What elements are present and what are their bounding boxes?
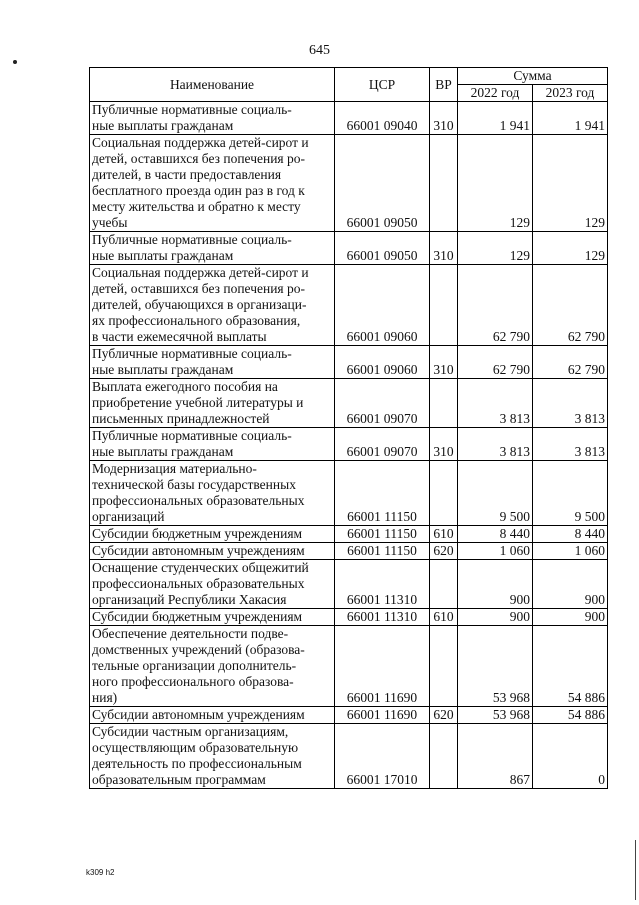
- row-sum-2023: 3 813: [533, 379, 608, 428]
- row-csr: 66001 11150: [335, 526, 430, 543]
- row-vr: [430, 626, 458, 707]
- header-csr: ЦСР: [335, 68, 430, 102]
- row-sum-2023: 54 886: [533, 626, 608, 707]
- table-row: [90, 526, 608, 543]
- row-vr: 620: [430, 707, 458, 724]
- row-sum-2023: 1 941: [533, 102, 608, 135]
- table-row: [90, 265, 608, 346]
- row-sum-2023: 1 060: [533, 543, 608, 560]
- row-csr: 66001 11310: [335, 560, 430, 609]
- row-csr: 66001 11310: [335, 609, 430, 626]
- row-name: Социальная поддержка детей-сирот и детей, оставшихся без попечения ро- дителей, в части предоставления бесплатного проезда один раз в год к месту жительства и обратно к месту учебы: [90, 135, 335, 232]
- row-sum-2023: 54 886: [533, 707, 608, 724]
- row-name: Публичные нормативные социаль- ные выплаты гражданам: [90, 428, 335, 461]
- row-name: Выплата ежегодного пособия на приобретение учебной литературы и письменных принадлежностей: [90, 379, 335, 428]
- budget-table: [89, 67, 608, 789]
- row-vr: [430, 265, 458, 346]
- table-row: [90, 560, 608, 609]
- row-sum-2022: 1 941: [458, 102, 533, 135]
- row-csr: 66001 11690: [335, 626, 430, 707]
- row-sum-2022: 9 500: [458, 461, 533, 526]
- row-csr: 66001 11150: [335, 461, 430, 526]
- row-sum-2023: 900: [533, 609, 608, 626]
- row-sum-2023: 0: [533, 724, 608, 789]
- row-name: Публичные нормативные социаль- ные выплаты гражданам: [90, 232, 335, 265]
- row-sum-2023: 3 813: [533, 428, 608, 461]
- row-vr: [430, 461, 458, 526]
- row-name: Модернизация материально- технической базы государственных профессиональных образовательных организаций: [90, 461, 335, 526]
- row-sum-2022: 62 790: [458, 265, 533, 346]
- row-sum-2022: 900: [458, 609, 533, 626]
- row-sum-2023: 62 790: [533, 265, 608, 346]
- header-name: Наименование: [90, 68, 335, 102]
- header-year-2023: 2023 год: [533, 85, 608, 102]
- row-csr: 66001 09050: [335, 135, 430, 232]
- header-year-2022: 2022 год: [458, 85, 533, 102]
- row-vr: [430, 135, 458, 232]
- row-csr: 66001 09070: [335, 379, 430, 428]
- table-row: [90, 626, 608, 707]
- row-sum-2023: 8 440: [533, 526, 608, 543]
- row-sum-2023: 62 790: [533, 346, 608, 379]
- row-csr: 66001 09050: [335, 232, 430, 265]
- row-csr: 66001 09070: [335, 428, 430, 461]
- row-sum-2022: 1 060: [458, 543, 533, 560]
- table-row: [90, 232, 608, 265]
- row-name: Социальная поддержка детей-сирот и детей, оставшихся без попечения ро- дителей, обучающихся в организаци- ях профессионального образования, в части ежемесячной выплаты: [90, 265, 335, 346]
- table-row: [90, 379, 608, 428]
- header-vr: ВР: [430, 68, 458, 102]
- table-row: [90, 102, 608, 135]
- row-name: Публичные нормативные социаль- ные выплаты гражданам: [90, 102, 335, 135]
- table-row: [90, 461, 608, 526]
- table-row: [90, 543, 608, 560]
- row-vr: 610: [430, 526, 458, 543]
- row-csr: 66001 11690: [335, 707, 430, 724]
- row-sum-2022: 900: [458, 560, 533, 609]
- row-csr: 66001 17010: [335, 724, 430, 789]
- row-name: Субсидии бюджетным учреждениям: [90, 609, 335, 626]
- row-name: Оснащение студенческих общежитий профессиональных образовательных организаций Республики Хакасия: [90, 560, 335, 609]
- row-vr: 610: [430, 609, 458, 626]
- table-row: [90, 609, 608, 626]
- row-csr: 66001 09060: [335, 346, 430, 379]
- table-row: [90, 428, 608, 461]
- header-sum: Сумма: [458, 68, 608, 85]
- row-vr: 620: [430, 543, 458, 560]
- row-sum-2022: 867: [458, 724, 533, 789]
- footer-code: k309 h2: [86, 868, 115, 877]
- row-sum-2023: 129: [533, 135, 608, 232]
- row-sum-2022: 53 968: [458, 626, 533, 707]
- row-csr: 66001 09040: [335, 102, 430, 135]
- row-sum-2022: 129: [458, 135, 533, 232]
- row-name: Обеспечение деятельности подве- домственных учреждений (образова- тельные организации дополнитель- ного профессионального образова- ния): [90, 626, 335, 707]
- row-sum-2023: 900: [533, 560, 608, 609]
- row-vr: 310: [430, 232, 458, 265]
- scan-edge-line: [635, 840, 636, 900]
- row-sum-2023: 129: [533, 232, 608, 265]
- table-body: [90, 102, 608, 789]
- row-vr: [430, 379, 458, 428]
- row-vr: 310: [430, 102, 458, 135]
- row-name: Субсидии бюджетным учреждениям: [90, 526, 335, 543]
- row-vr: [430, 724, 458, 789]
- table-row: [90, 135, 608, 232]
- row-sum-2022: 62 790: [458, 346, 533, 379]
- row-sum-2022: 3 813: [458, 379, 533, 428]
- row-sum-2023: 9 500: [533, 461, 608, 526]
- margin-dot: [13, 60, 17, 64]
- row-csr: 66001 11150: [335, 543, 430, 560]
- table-row: [90, 724, 608, 789]
- page-number: 645: [309, 43, 330, 58]
- row-sum-2022: 8 440: [458, 526, 533, 543]
- table-row: [90, 707, 608, 724]
- row-sum-2022: 129: [458, 232, 533, 265]
- row-name: Субсидии частным организациям, осуществляющим образовательную деятельность по профессиональным образовательным программам: [90, 724, 335, 789]
- row-sum-2022: 53 968: [458, 707, 533, 724]
- row-name: Субсидии автономным учреждениям: [90, 707, 335, 724]
- row-vr: 310: [430, 346, 458, 379]
- row-name: Публичные нормативные социаль- ные выплаты гражданам: [90, 346, 335, 379]
- row-name: Субсидии автономным учреждениям: [90, 543, 335, 560]
- table-row: [90, 346, 608, 379]
- row-csr: 66001 09060: [335, 265, 430, 346]
- row-vr: 310: [430, 428, 458, 461]
- row-sum-2022: 3 813: [458, 428, 533, 461]
- row-vr: [430, 560, 458, 609]
